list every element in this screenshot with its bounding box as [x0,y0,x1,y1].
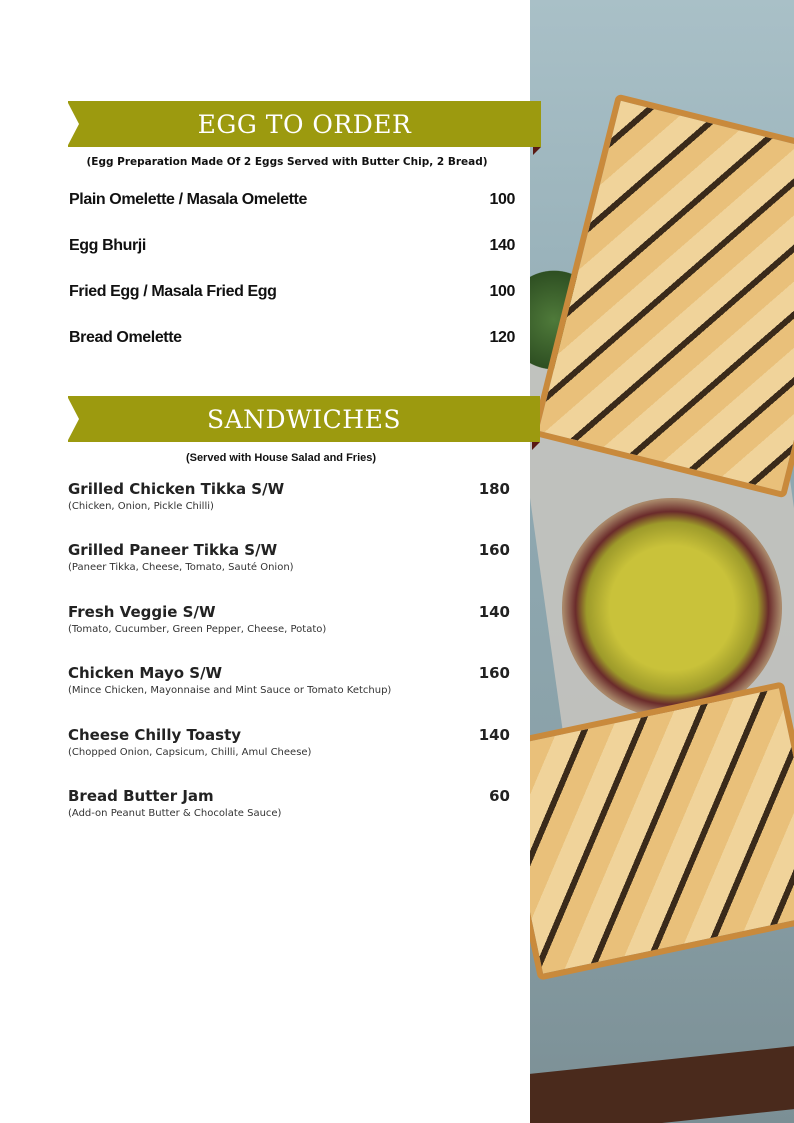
section-title: SANDWICHES [207,404,401,434]
item-price: 100 [489,283,515,300]
item-name: Bread Butter Jam [68,787,214,805]
item-price: 140 [478,603,510,621]
food-photo [530,0,794,1123]
item-description: (Mince Chicken, Mayonnaise and Mint Sauce or Tomato Ketchup) [68,685,392,696]
menu-item [69,329,515,347]
item-name: Grilled Chicken Tikka S/W [68,480,285,498]
item-name: Bread Omelette [69,329,182,346]
menu-item [68,787,510,819]
item-price: 140 [478,726,510,744]
item-description: (Chopped Onion, Capsicum, Chilli, Amul Cheese) [68,747,312,758]
item-name: Fried Egg / Masala Fried Egg [69,283,277,300]
pickle-bowl [562,498,782,718]
menu-item [68,480,510,512]
item-price: 160 [478,664,510,682]
section-banner-egg [68,101,541,147]
item-price: 120 [489,329,515,346]
menu-item [69,283,515,301]
menu-item [68,726,510,758]
section-subtitle: (Egg Preparation Made Of 2 Eggs Served with Butter Chip, 2 Bread) [86,156,488,168]
item-name: Plain Omelette / Masala Omelette [69,191,307,208]
item-price: 180 [478,480,510,498]
item-description: (Paneer Tikka, Cheese, Tomato, Sauté Onion) [68,562,294,573]
menu-item [68,664,510,696]
item-price: 100 [489,191,515,208]
menu-item [68,541,510,573]
menu-item [69,191,515,209]
section-banner-sandwiches [68,396,540,442]
item-description: (Chicken, Onion, Pickle Chilli) [68,501,214,512]
item-name: Chicken Mayo S/W [68,664,223,682]
item-name: Grilled Paneer Tikka S/W [68,541,278,559]
item-price: 60 [489,787,510,805]
section-subtitle: (Served with House Salad and Fries) [185,452,377,464]
menu-item [68,603,510,635]
item-price: 140 [489,237,515,254]
item-name: Fresh Veggie S/W [68,603,216,621]
item-name: Egg Bhurji [69,237,146,254]
item-price: 160 [478,541,510,559]
menu-item [69,237,515,255]
item-name: Cheese Chilly Toasty [68,726,242,744]
item-description: (Tomato, Cucumber, Green Pepper, Cheese, Potato) [68,624,327,635]
section-title: EGG TO ORDER [197,109,412,139]
item-description: (Add-on Peanut Butter & Chocolate Sauce) [68,808,282,819]
